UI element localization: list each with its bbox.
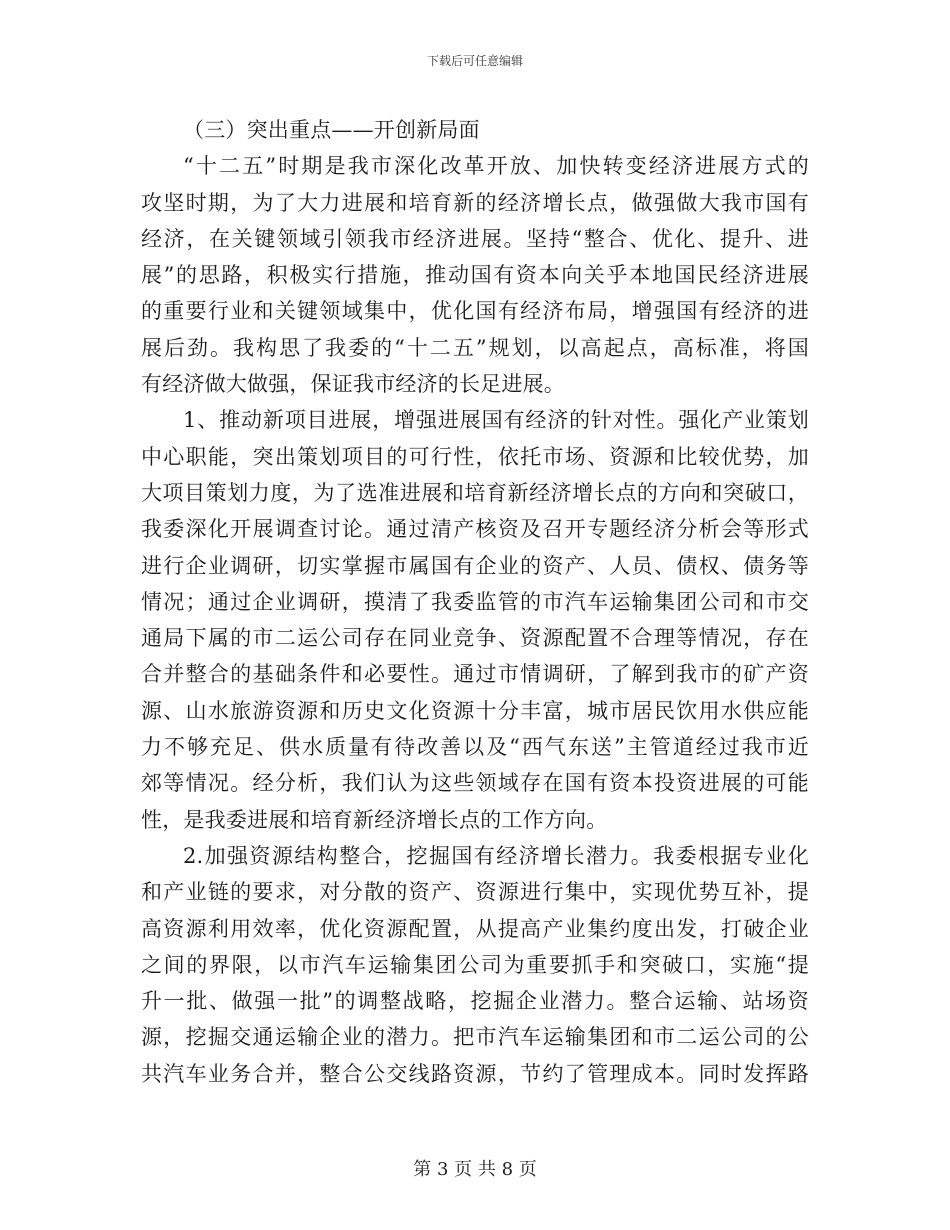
- text-line: 力不够充足、供水质量有待改善以及“西气东送”主管道经过我市近: [141, 735, 809, 760]
- text-line: 升一批、做强一批”的调整战略，挖掘企业潜力。整合运输、站场资: [141, 989, 809, 1014]
- text-line: 大项目策划力度，为了选准进展和培育新经济增长点的方向和突破口，: [141, 480, 809, 505]
- text-line: 2.加强资源结构整合，挖掘国有经济增长潜力。我委根据专业化: [183, 843, 809, 868]
- page-header: 下载后可任意编辑: [426, 54, 523, 68]
- text-line: 通局下属的市二运公司存在同业竞争、资源配置不合理等情况，存在: [141, 626, 809, 651]
- text-line: 源、山水旅游资源和历史文化资源十分丰富，城市居民饮用水供应能: [141, 698, 809, 723]
- text-line: 经济，在关键领域引领我市经济进展。坚持“整合、优化、提升、进: [141, 226, 809, 251]
- text-line: 攻坚时期，为了大力进展和培育新的经济增长点，做强做大我市国有: [141, 190, 809, 215]
- text-line: 1、推动新项目进展，增强进展国有经济的针对性。强化产业策划: [183, 408, 809, 433]
- text-line: 源，挖掘交通运输企业的潜力。把市汽车运输集团和市二运公司的公: [141, 1025, 809, 1050]
- text-line: 共汽车业务合并，整合公交线路资源，节约了管理成本。同时发挥路: [141, 1061, 809, 1086]
- text-line: 合并整合的基础条件和必要性。通过市情调研，了解到我市的矿产资: [141, 662, 809, 687]
- text-line: 展”的思路，积极实行措施，推动国有资本向关乎本地国民经济进展: [141, 263, 809, 288]
- text-line: 郊等情况。经分析，我们认为这些领域存在国有资本投资进展的可能: [141, 771, 809, 796]
- text-line: 我委深化开展调查讨论。通过清产核资及召开专题经济分析会等形式: [141, 517, 809, 542]
- text-line: 有经济做大做强，保证我市经济的长足进展。: [141, 372, 565, 397]
- text-line: 和产业链的要求，对分散的资产、资源进行集中，实现优势互补，提: [141, 880, 809, 905]
- text-line: 情况；通过企业调研，摸清了我委监管的市汽车运输集团公司和市交: [141, 589, 809, 614]
- text-line: 中心职能，突出策划项目的可行性，依托市场、资源和比较优势，加: [141, 444, 809, 469]
- page-footer: 第 3 页 共 8 页: [413, 1159, 537, 1180]
- section-heading: （三）突出重点——开创新局面: [183, 118, 480, 142]
- text-line: 的重要行业和关键领域集中，优化国有经济布局，增强国有经济的进: [141, 299, 809, 324]
- text-line: 高资源利用效率，优化资源配置，从提高产业集约度出发，打破企业: [141, 916, 809, 941]
- text-line: “十二五”时期是我市深化改革开放、加快转变经济进展方式的: [183, 154, 809, 179]
- text-line: 之间的界限，以市汽车运输集团公司为重要抓手和突破口，实施“提: [141, 952, 809, 977]
- document-body: [141, 112, 809, 1092]
- text-line: 进行企业调研，切实掌握市属国有企业的资产、人员、债权、债务等: [141, 553, 809, 578]
- text-line: 性，是我委进展和培育新经济增长点的工作方向。: [141, 807, 608, 832]
- text-line: 展后劲。我构思了我委的“十二五”规划，以高起点，高标准，将国: [141, 335, 809, 360]
